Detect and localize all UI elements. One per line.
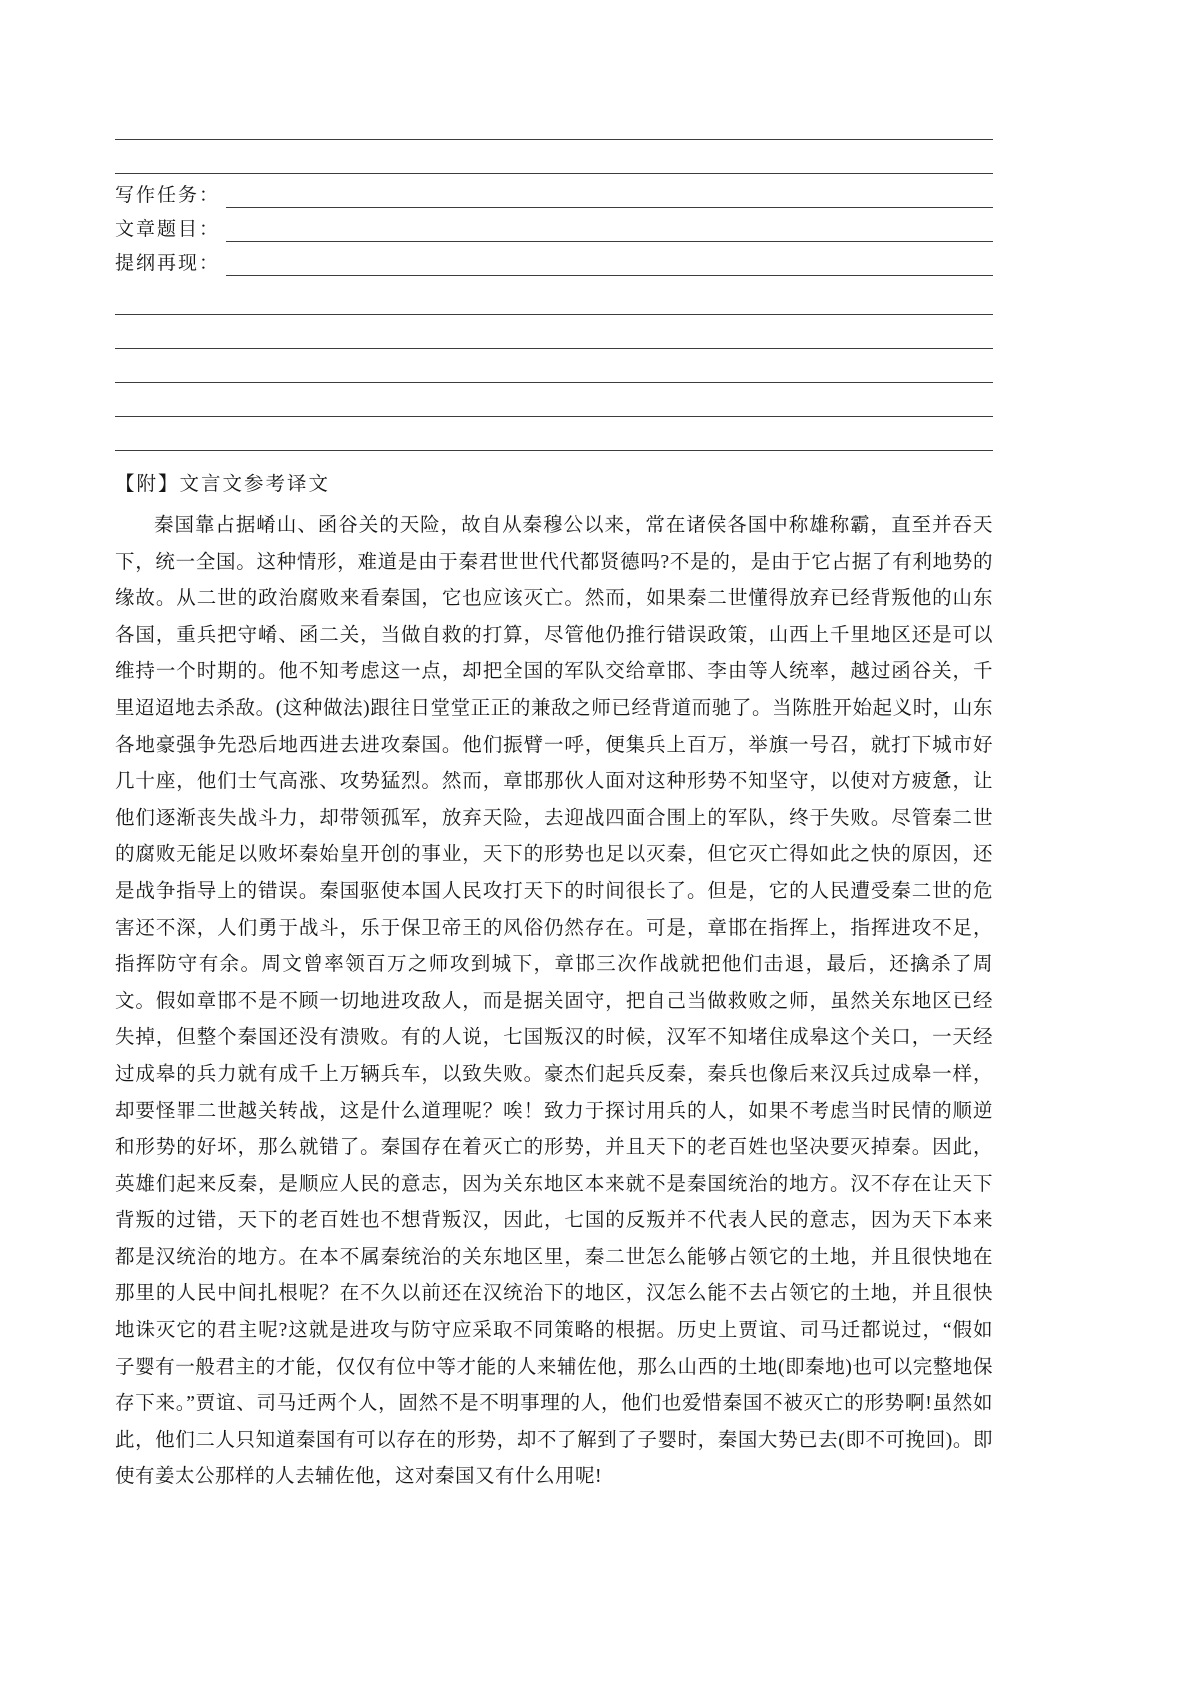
appendix-translation-paragraph: 秦国靠占据崤山、函谷关的天险，故自从秦穆公以来，常在诸侯各国中称雄称霸，直至并吞天下，统一全国。这种情形，难道是由于秦君世世代代都贤德吗?不是的，是由于它占据了有利地势的缘故。从二世的政治腐败来看秦国，它也应该灭亡。然而，如果秦二世懂得放弃已经背叛他的山东各国，重兵把守崤、函二关，当做自救的打算，尽管他仍推行错误政策，山西上千里地区还是可以维持一个时期的。他不知考虑这一点，却把全国的军队交给章邯、李由等人统率，越过函谷关，千里迢迢地去杀敌。(这种做法)跟往日堂堂正正的兼敌之师已经背道而驰了。当陈胜开始起义时，山东各地豪强争先恐后地西进去进攻秦国。他们振臂一呼，便集兵上百万，举旗一号召，就打下城市好几十座，他们士气高涨、攻势猛烈。然而，章邯那伙人面对这种形势不知坚守，以使对方疲惫，让他们逐渐丧失战斗力，却带领孤军，放弃天险，去迎战四面合围上的军队，终于失败。尽管秦二世的腐败无能足以败坏秦始皇开创的事业，天下的形势也足以灭秦，但它灭亡得如此之快的原因，还是战争指导上的错误。秦国驱使本国人民攻打天下的时间很长了。但是，它的人民遭受秦二世的危害还不深，人们勇于战斗，乐于保卫帝王的风俗仍然存在。可是，章邯在指挥上，指挥进攻不足，指挥防守有余。周文曾率领百万之师攻到城下，章邯三次作战就把他们击退，最后，还擒杀了周文。假如章邯不是不顾一切地进攻敌人，而是据关固守，把自己当做救败之师，虽然关东地区已经失掉，但整个秦国还没有溃败。有的人说，七国叛汉的时候，汉军不知堵住成皋这个关口，一天经过成皋的兵力就有成千上万辆兵车，以致失败。豪杰们起兵反秦，秦兵也像后来汉兵过成皋一样，却要怪罪二世越关转战，这是什么道理呢？唉！致力于探讨用兵的人，如果不考虑当时民情的顺逆和形势的好坏，那么就错了。秦国存在着灭亡的形势，并且天下的老百姓也坚决要灭掉秦。因此，英雄们起来反秦，是顺应人民的意志，因为关东地区本来就不是秦国统治的地方。汉不存在让天下背叛的过错，天下的老百姓也不想背叛汉，因此，七国的反叛并不代表人民的意志，因为天下本来都是汉统治的地方。在本不属秦统治的关东地区里，秦二世怎么能够占领它的土地，并且很快地在那里的人民中间扎根呢？在不久以前还在汉统治下的地区，汉怎么能不去占领它的土地，并且很快地诛灭它的君主呢?这就是进攻与防守应采取不同策略的根据。历史上贾谊、司马迁都说过，“假如子婴有一般君主的才能，仅仅有位中等才能的人来辅佐他，那么山西的土地(即秦地)也可以完整地保存下来。”贾谊、司马迁两个人，固然不是不明事理的人，他们也爱惜秦国不被灭亡的形势啊!虽然如此，他们二人只知道秦国有可以存在的形势，却不了解到了子婴时，秦国大势已去(即不可挽回)。即使有姜太公那样的人去辅佐他，这对秦国又有什么用呢! (115, 515, 993, 1488)
blank-line (115, 349, 993, 383)
outline-label: 提纲再现： (115, 253, 221, 274)
blank-line (115, 281, 993, 315)
appendix-heading: 【附】文言文参考译文 (115, 474, 331, 495)
essay-title-row (115, 208, 993, 242)
top-blank-lines (115, 106, 993, 174)
writing-task-row (115, 174, 993, 208)
blank-line (115, 106, 993, 140)
blank-line (115, 417, 993, 451)
essay-title-label: 文章题目： (115, 219, 221, 240)
answer-blank-lines (115, 281, 993, 451)
outline-blank (226, 242, 993, 276)
blank-line (115, 383, 993, 417)
blank-line (115, 140, 993, 174)
writing-task-blank (226, 174, 993, 208)
page-content (115, 0, 993, 1496)
outline-row (115, 242, 993, 276)
blank-line (115, 315, 993, 349)
writing-task-label: 写作任务： (115, 185, 221, 206)
essay-title-blank (226, 208, 993, 242)
